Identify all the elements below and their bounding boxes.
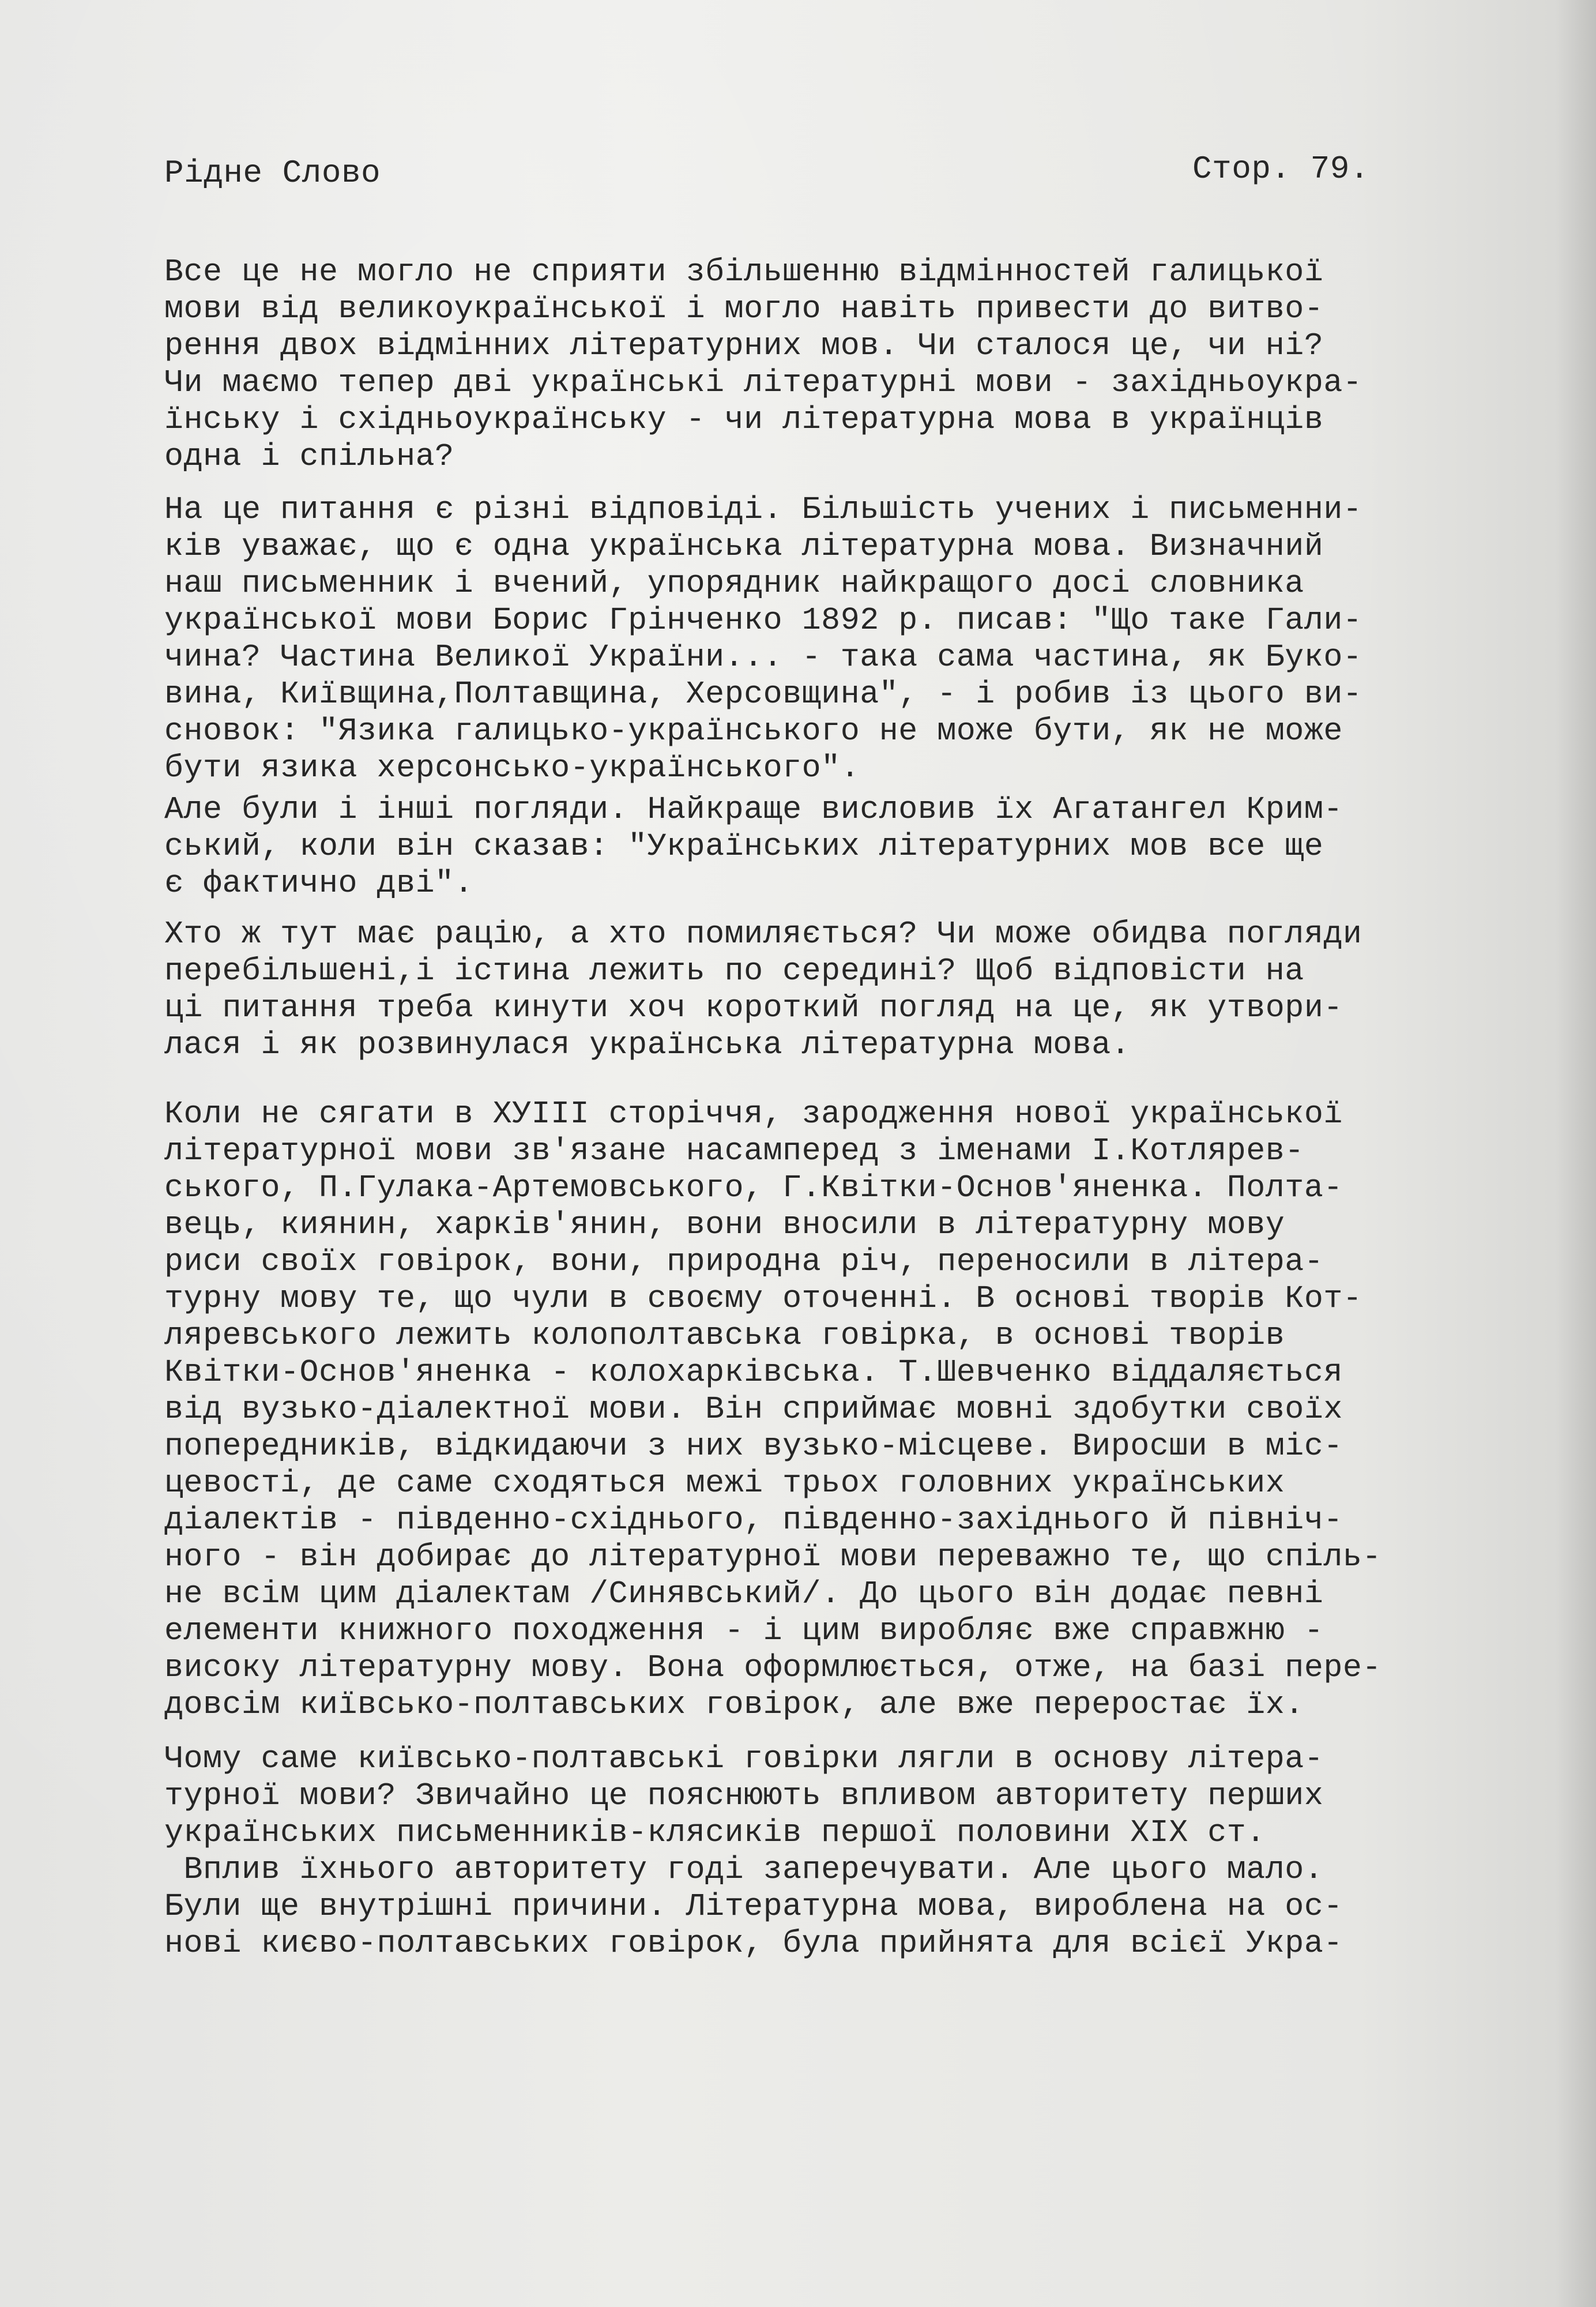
- text-line: турну мову те, що чули в своєму оточенні. В основі творів Кот-: [164, 1280, 1362, 1317]
- text-line: чина? Частина Великої України... - така сама частина, як Буко-: [164, 639, 1362, 675]
- page-edge-shadow: [1556, 0, 1596, 2307]
- text-line: наш письменник і вчений, упорядник найкращого досі словника: [164, 565, 1304, 602]
- paragraph: [164, 916, 1548, 1064]
- text-line: турної мови? Звичайно це пояснюють впливом авторитету перших: [164, 1778, 1324, 1814]
- paragraph: [164, 491, 1548, 787]
- text-line: Були ще внутрішні причини. Літературна мова, вироблена на ос-: [164, 1888, 1343, 1925]
- text-line: Чому саме київсько-полтавські говірки лягли в основу літера-: [164, 1741, 1324, 1777]
- paragraph: [164, 1096, 1548, 1723]
- text-line: рення двох відмінних літературних мов. Чи сталося це, чи ні?: [164, 328, 1324, 364]
- text-line: лася і як розвинулася українська літературна мова.: [164, 1027, 1131, 1063]
- text-line: попередників, відкидаючи з них вузько-місцеве. Виросши в міс-: [164, 1428, 1343, 1464]
- text-line: ляревського лежить колополтавська говірка, в основі творів: [164, 1317, 1285, 1354]
- text-line: довсім київсько-полтавських говірок, але вже переростає їх.: [164, 1686, 1304, 1723]
- page-number: Стор. 79.: [1192, 151, 1369, 187]
- text-line: вець, киянин, харків'янин, вони вносили в літературну мову: [164, 1207, 1285, 1243]
- text-line: одна і спільна?: [164, 438, 454, 475]
- text-line: Але були і інші погляди. Найкраще висловив їх Агатангел Крим-: [164, 791, 1343, 828]
- text-line: сновок: "Язика галицько-українського не може бути, як не може: [164, 713, 1343, 749]
- text-line: українських письменників-клясиків першої половини ХІХ ст.: [164, 1814, 1266, 1851]
- text-line: елементи книжного походження - і цим виробляє вже справжню -: [164, 1613, 1324, 1649]
- paragraph: [164, 1741, 1548, 1962]
- text-line: ського, П.Гулака-Артемовського, Г.Квітки-Основ'яненка. Полта-: [164, 1170, 1343, 1206]
- text-line: ці питання треба кинути хоч короткий погляд на це, як утвори-: [164, 990, 1343, 1026]
- text-line: української мови Борис Грінченко 1892 р. писав: "Що таке Гали-: [164, 602, 1362, 638]
- text-line: Чи маємо тепер дві українські літературні мови - західньоукра-: [164, 365, 1362, 401]
- text-line: ного - він добирає до літературної мови переважно те, що спіль-: [164, 1539, 1382, 1575]
- paragraph: [164, 254, 1548, 475]
- text-line: високу літературну мову. Вона оформлюється, отже, на базі пере-: [164, 1650, 1382, 1686]
- text-line: нові києво-полтавських говірок, була прийнята для всієї Укра-: [164, 1925, 1343, 1962]
- text-line: від вузько-діалектної мови. Він сприймає мовні здобутки своїх: [164, 1391, 1343, 1427]
- text-line: є фактично дві".: [164, 865, 474, 901]
- text-line: вина, Київщина,Полтавщина, Херсовщина", - і робив із цього ви-: [164, 676, 1362, 712]
- text-line: Хто ж тут має рацію, а хто помиляється? Чи може обидва погляди: [164, 916, 1362, 952]
- text-line: ків уважає, що є одна українська літературна мова. Визначний: [164, 528, 1324, 565]
- text-line: Все це не могло не сприяти збільшенню відмінностей галицької: [164, 254, 1324, 290]
- text-line: не всім цим діалектам /Синявський/. До цього він додає певні: [164, 1576, 1324, 1612]
- paragraph: [164, 791, 1548, 902]
- text-line: перебільшені,і істина лежить по середині? Щоб відповісти на: [164, 953, 1304, 989]
- text-line: бути язика херсонсько-українського".: [164, 750, 860, 786]
- text-line: Квітки-Основ'яненка - колохарківська. Т.Шевченко віддаляється: [164, 1354, 1343, 1391]
- text-line: На це питання є різні відповіді. Більшість учених і письменни-: [164, 491, 1362, 528]
- text-line: цевості, де саме сходяться межі трьох головних українських: [164, 1465, 1285, 1501]
- text-line: мови від великоукраїнської і могло навіть привести до витво-: [164, 291, 1324, 327]
- text-line: літературної мови зв'язане насамперед з іменами І.Котлярев-: [164, 1133, 1304, 1169]
- page-header-title: Рідне Слово: [164, 155, 381, 191]
- text-line: риси своїх говірок, вони, природна річ, переносили в літера-: [164, 1243, 1324, 1280]
- text-line: Вплив їхнього авторитету годі заперечувати. Але цього мало.: [164, 1851, 1324, 1888]
- text-line: діалектів - південно-східнього, південно-західнього й північ-: [164, 1502, 1343, 1538]
- text-line: їнську і східньоукраїнську - чи літературна мова в українців: [164, 401, 1324, 438]
- text-line: Коли не сягати в ХУІІІ сторіччя, зародження нової української: [164, 1096, 1343, 1132]
- text-line: ський, коли він сказав: "Українських літературних мов все ще: [164, 828, 1324, 865]
